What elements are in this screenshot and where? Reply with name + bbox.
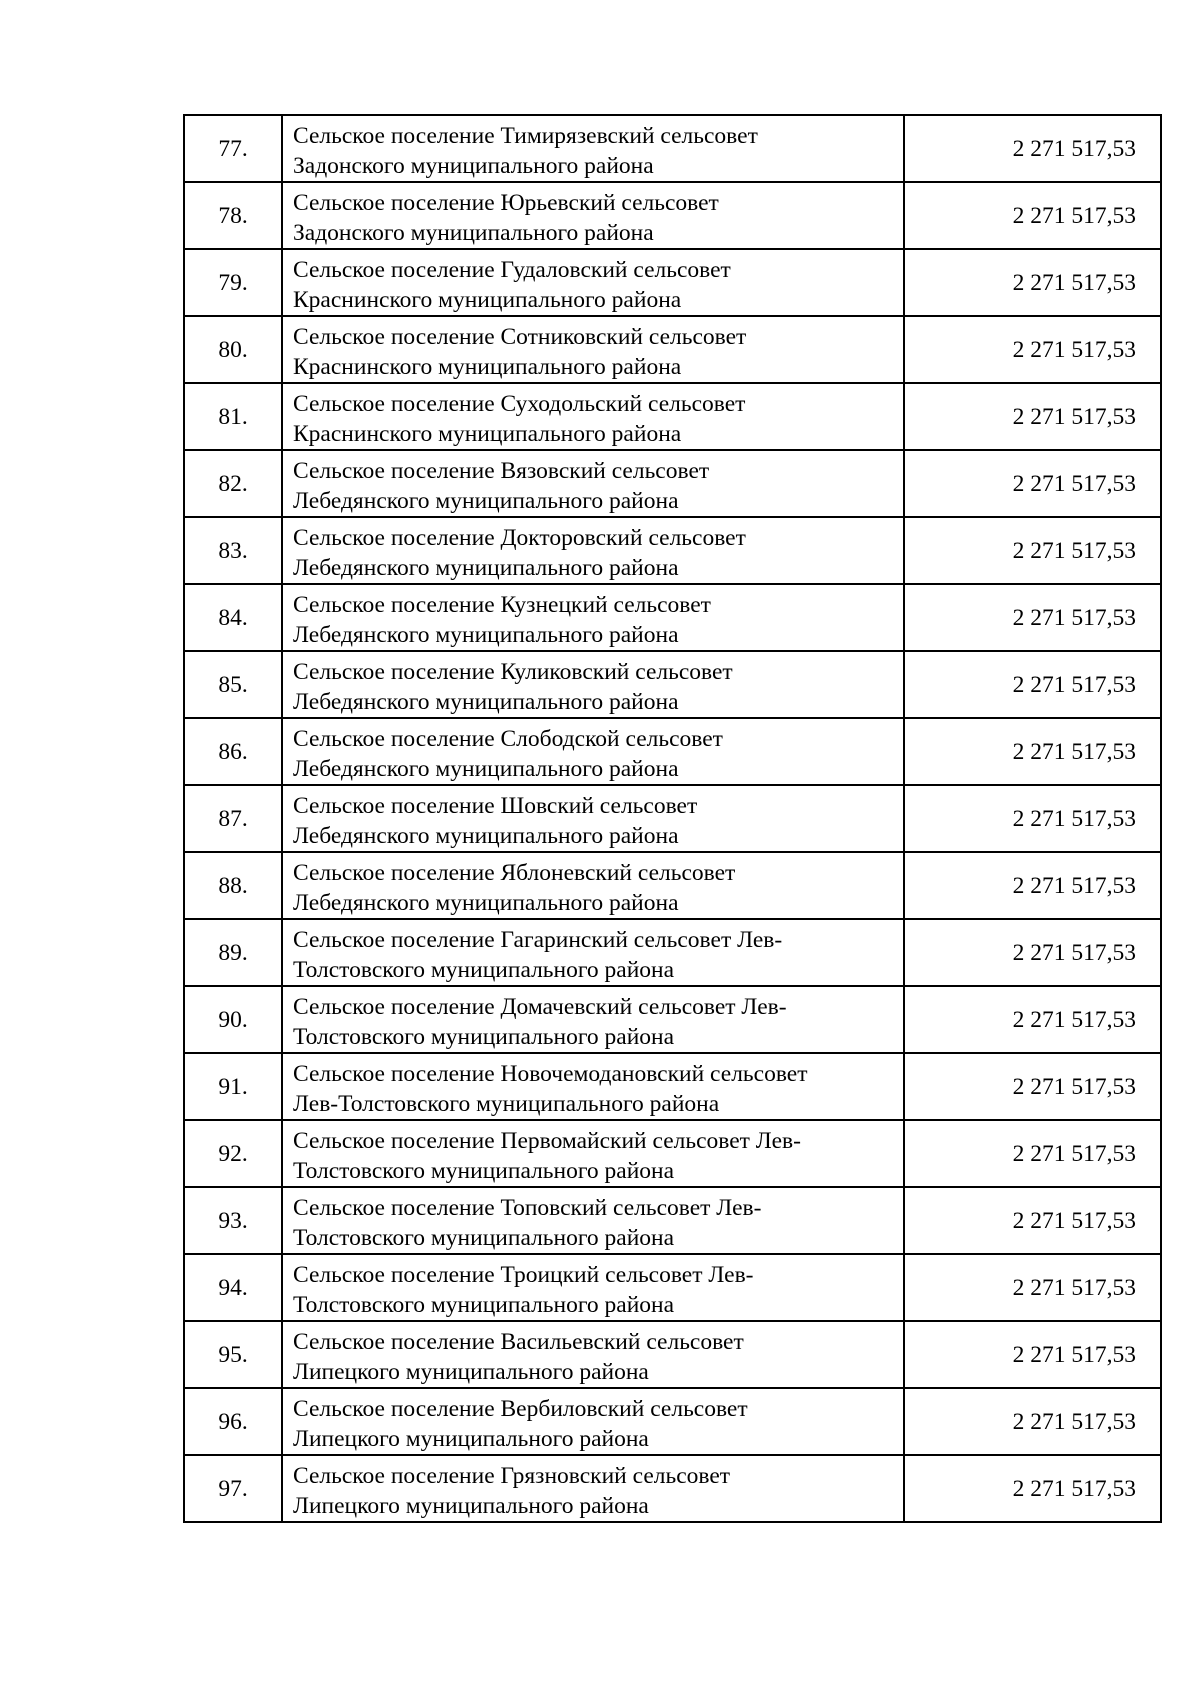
amount-cell: 2 271 517,53	[904, 1187, 1161, 1254]
amount-cell: 2 271 517,53	[904, 450, 1161, 517]
row-number-cell: 79.	[184, 249, 282, 316]
table-row	[184, 249, 1161, 316]
settlement-name-line-2: Лебедянского муниципального района	[293, 756, 679, 782]
amount-cell: 2 271 517,53	[904, 316, 1161, 383]
row-number-cell: 95.	[184, 1321, 282, 1388]
table-row	[184, 986, 1161, 1053]
table-row	[184, 1187, 1161, 1254]
settlement-name-cell	[282, 1254, 904, 1321]
settlement-name-line-2: Задонского муниципального района	[293, 220, 654, 246]
settlement-name-cell	[282, 651, 904, 718]
settlement-name-line-1: Сельское поселение Тимирязевский сельсовет	[293, 123, 758, 149]
row-number-cell: 84.	[184, 584, 282, 651]
amount-cell: 2 271 517,53	[904, 584, 1161, 651]
amount-cell: 2 271 517,53	[904, 1120, 1161, 1187]
settlement-name-cell	[282, 785, 904, 852]
row-number-cell: 86.	[184, 718, 282, 785]
settlement-name-line-2: Лебедянского муниципального района	[293, 890, 679, 916]
settlement-name-line-1: Сельское поселение Шовский сельсовет	[293, 793, 698, 819]
table-row	[184, 1120, 1161, 1187]
table-row	[184, 852, 1161, 919]
settlement-name-cell	[282, 316, 904, 383]
settlement-name-cell	[282, 115, 904, 182]
settlement-name-line-1: Сельское поселение Троицкий сельсовет Лев-	[293, 1262, 754, 1288]
settlement-name-cell	[282, 852, 904, 919]
table-row	[184, 718, 1161, 785]
settlement-name-cell	[282, 1455, 904, 1522]
row-number-cell: 80.	[184, 316, 282, 383]
amount-cell: 2 271 517,53	[904, 718, 1161, 785]
settlement-name-line-2: Лебедянского муниципального района	[293, 622, 679, 648]
settlement-name-cell	[282, 383, 904, 450]
settlement-name-line-1: Сельское поселение Суходольский сельсовет	[293, 391, 746, 417]
settlement-name-line-1: Сельское поселение Юрьевский сельсовет	[293, 190, 719, 216]
row-number-cell: 82.	[184, 450, 282, 517]
row-number-cell: 93.	[184, 1187, 282, 1254]
settlement-name-line-1: Сельское поселение Куликовский сельсовет	[293, 659, 733, 685]
amount-cell: 2 271 517,53	[904, 182, 1161, 249]
settlement-name-line-1: Сельское поселение Домачевский сельсовет Лев-	[293, 994, 787, 1020]
table-row	[184, 517, 1161, 584]
settlement-name-cell	[282, 1120, 904, 1187]
settlement-name-cell	[282, 1187, 904, 1254]
settlement-name-cell	[282, 718, 904, 785]
row-number-cell: 78.	[184, 182, 282, 249]
row-number-cell: 88.	[184, 852, 282, 919]
row-number-cell: 97.	[184, 1455, 282, 1522]
table-row	[184, 1254, 1161, 1321]
settlement-name-cell	[282, 450, 904, 517]
settlement-name-line-1: Сельское поселение Первомайский сельсовет Лев-	[293, 1128, 801, 1154]
row-number-cell: 94.	[184, 1254, 282, 1321]
settlement-name-line-2: Лев-Толстовского муниципального района	[293, 1091, 720, 1117]
table-row	[184, 584, 1161, 651]
amount-cell: 2 271 517,53	[904, 1254, 1161, 1321]
settlement-name-line-1: Сельское поселение Слободской сельсовет	[293, 726, 723, 752]
amount-cell: 2 271 517,53	[904, 919, 1161, 986]
table-row	[184, 383, 1161, 450]
row-number-cell: 89.	[184, 919, 282, 986]
settlement-name-cell	[282, 1321, 904, 1388]
settlement-name-line-1: Сельское поселение Васильевский сельсовет	[293, 1329, 744, 1355]
table-row	[184, 919, 1161, 986]
settlement-name-line-2: Толстовского муниципального района	[293, 1158, 675, 1184]
amount-cell: 2 271 517,53	[904, 1321, 1161, 1388]
settlement-name-line-1: Сельское поселение Гудаловский сельсовет	[293, 257, 731, 283]
table-row	[184, 115, 1161, 182]
settlement-name-line-2: Лебедянского муниципального района	[293, 488, 679, 514]
settlement-name-line-1: Сельское поселение Докторовский сельсовет	[293, 525, 746, 551]
settlement-name-line-1: Сельское поселение Топовский сельсовет Лев-	[293, 1195, 762, 1221]
allocation-table	[183, 114, 1162, 1523]
row-number-cell: 91.	[184, 1053, 282, 1120]
amount-cell: 2 271 517,53	[904, 1053, 1161, 1120]
amount-cell: 2 271 517,53	[904, 249, 1161, 316]
settlement-name-line-2: Липецкого муниципального района	[293, 1426, 649, 1452]
settlement-name-line-1: Сельское поселение Яблоневский сельсовет	[293, 860, 736, 886]
amount-cell: 2 271 517,53	[904, 517, 1161, 584]
amount-cell: 2 271 517,53	[904, 1455, 1161, 1522]
settlement-name-cell	[282, 1388, 904, 1455]
settlement-name-line-2: Краснинского муниципального района	[293, 354, 682, 380]
settlement-name-cell	[282, 584, 904, 651]
settlement-name-line-1: Сельское поселение Сотниковский сельсовет	[293, 324, 747, 350]
row-number-cell: 77.	[184, 115, 282, 182]
row-number-cell: 85.	[184, 651, 282, 718]
amount-cell: 2 271 517,53	[904, 651, 1161, 718]
settlement-name-cell	[282, 249, 904, 316]
settlement-name-line-2: Толстовского муниципального района	[293, 957, 675, 983]
table-row	[184, 1388, 1161, 1455]
settlement-name-line-1: Сельское поселение Вязовский сельсовет	[293, 458, 710, 484]
settlement-name-line-2: Толстовского муниципального района	[293, 1292, 675, 1318]
amount-cell: 2 271 517,53	[904, 383, 1161, 450]
settlement-name-line-2: Лебедянского муниципального района	[293, 689, 679, 715]
settlement-name-line-2: Липецкого муниципального района	[293, 1359, 649, 1385]
table-row	[184, 182, 1161, 249]
table-row	[184, 1321, 1161, 1388]
row-number-cell: 90.	[184, 986, 282, 1053]
settlement-name-cell	[282, 517, 904, 584]
settlement-name-cell	[282, 919, 904, 986]
settlement-name-line-2: Лебедянского муниципального района	[293, 555, 679, 581]
amount-cell: 2 271 517,53	[904, 785, 1161, 852]
settlement-name-line-2: Задонского муниципального района	[293, 153, 654, 179]
table-row	[184, 1455, 1161, 1522]
amount-cell: 2 271 517,53	[904, 115, 1161, 182]
row-number-cell: 87.	[184, 785, 282, 852]
settlement-name-cell	[282, 182, 904, 249]
settlement-name-line-2: Краснинского муниципального района	[293, 287, 682, 313]
allocation-table-body	[184, 115, 1161, 1522]
settlement-name-line-2: Лебедянского муниципального района	[293, 823, 679, 849]
settlement-name-line-2: Толстовского муниципального района	[293, 1225, 675, 1251]
table-row	[184, 651, 1161, 718]
amount-cell: 2 271 517,53	[904, 986, 1161, 1053]
settlement-name-line-2: Толстовского муниципального района	[293, 1024, 675, 1050]
row-number-cell: 92.	[184, 1120, 282, 1187]
settlement-name-line-1: Сельское поселение Гагаринский сельсовет Лев-	[293, 927, 783, 953]
row-number-cell: 81.	[184, 383, 282, 450]
table-row	[184, 1053, 1161, 1120]
settlement-name-line-1: Сельское поселение Кузнецкий сельсовет	[293, 592, 711, 618]
amount-cell: 2 271 517,53	[904, 852, 1161, 919]
settlement-name-line-1: Сельское поселение Грязновский сельсовет	[293, 1463, 731, 1489]
settlement-name-cell	[282, 986, 904, 1053]
row-number-cell: 83.	[184, 517, 282, 584]
settlement-name-line-1: Сельское поселение Вербиловский сельсовет	[293, 1396, 748, 1422]
row-number-cell: 96.	[184, 1388, 282, 1455]
settlement-name-line-2: Липецкого муниципального района	[293, 1493, 649, 1519]
settlement-name-cell	[282, 1053, 904, 1120]
table-row	[184, 316, 1161, 383]
amount-cell: 2 271 517,53	[904, 1388, 1161, 1455]
settlement-name-line-2: Краснинского муниципального района	[293, 421, 682, 447]
table-row	[184, 785, 1161, 852]
table-row	[184, 450, 1161, 517]
settlement-name-line-1: Сельское поселение Новочемодановский сельсовет	[293, 1061, 808, 1087]
